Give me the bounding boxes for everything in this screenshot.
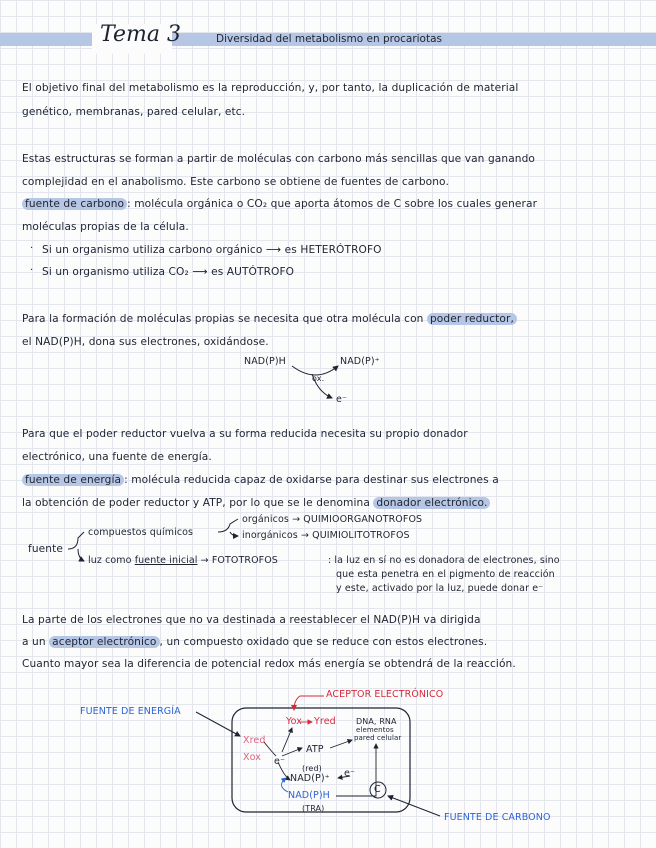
tree-note-line1: : la luz en sí no es donadora de electrones, sino: [328, 555, 560, 566]
bullet2-text: Si un organismo utiliza CO₂: [42, 266, 189, 278]
p1-line2: genético, membranas, pared celular, etc.: [22, 106, 246, 118]
diagram-x-ox: Xox: [243, 752, 261, 763]
eq-nadph: NAD(P)H: [244, 356, 286, 367]
branch-luz-result: FOTOTROFOS: [211, 555, 278, 566]
diagram-atp: ATP: [306, 744, 324, 755]
eq-ox-label: ox.: [312, 374, 325, 383]
carbon-circle-icon: [370, 782, 386, 798]
tree-note-line3: y este, activado por la luz, puede donar e⁻: [336, 583, 544, 594]
electron-arrow: [312, 374, 332, 398]
term-fuente-de-energia: fuente de energía: [22, 474, 124, 486]
p5-line1: La parte de los electrones que no va destinada a reestablecer el NAD(P)H va dirigida: [22, 614, 481, 626]
page-title: Tema 3: [100, 22, 181, 47]
ox-arrow: [292, 366, 338, 375]
branch-luz-underlined: fuente inicial: [134, 555, 198, 566]
arrow-right-icon: ⟶: [265, 244, 282, 256]
e-to-yox: [282, 728, 292, 752]
arrow-right-icon: ⟶: [192, 266, 208, 278]
diagram-x-red: Xred: [243, 735, 266, 746]
diagram-label-energy: FUENTE DE ENERGÍA: [80, 706, 181, 717]
bullet-dot: ·: [30, 243, 34, 254]
term-fuente-de-carbono: fuente de carbono: [22, 198, 127, 210]
tree-note-line2: que esta penetra en el pigmento de reacción: [336, 569, 555, 580]
leaf-organicos-result: QUIMIOORGANOTROFOS: [303, 514, 423, 525]
term-aceptor-electronico: aceptor electrónico: [49, 636, 159, 648]
p4-def2-text: la obtención de poder reductor y ATP, por lo que se le denomina: [22, 497, 370, 509]
term-poder-reductor: poder reductor,: [427, 313, 517, 325]
term-donador-electronico: donador electrónico.: [373, 497, 490, 509]
p4-line2: electrónico, una fuente de energía.: [22, 451, 212, 463]
diagram-products-2: elementos: [356, 726, 394, 734]
p2-def1: : molécula orgánica o CO₂ que aporta átomos de C sobre los cuales generar: [127, 198, 538, 210]
leaf-organicos-label: orgánicos: [242, 514, 289, 525]
bullet1-text: Si un organismo utiliza carbono orgánico: [42, 244, 263, 256]
diagram-carbon-symbol: C: [374, 784, 381, 795]
leaf-inorganicos-label: inorgánicos: [242, 530, 298, 541]
e-to-nadp: [278, 762, 290, 780]
diagram-label-acceptor: ACEPTOR ELECTRÓNICO: [326, 689, 444, 700]
p5-line2-start: a un: [22, 636, 46, 648]
diagram-products-1: DNA, RNA: [356, 717, 397, 726]
p2-line2: complejidad en el anabolismo. Este carbono se obtiene de fuentes de carbono.: [22, 176, 449, 188]
page-subtitle: Diversidad del metabolismo en procariotas: [216, 33, 443, 45]
tree-root: fuente: [28, 543, 63, 555]
diagram-y-red: Yred: [314, 716, 336, 727]
e2-to-nadp: [338, 776, 350, 778]
tree-branch-quimicos: compuestos químicos: [88, 527, 194, 538]
p3-line1-text: Para la formación de moléculas propias se necesita que otra molécula con: [22, 313, 424, 325]
arrow-right-icon: →: [200, 555, 209, 566]
p2-definition-line2: moléculas propias de la célula.: [22, 221, 189, 233]
eq-electron: e⁻: [336, 394, 348, 405]
diagram-e-minus: e⁻: [274, 756, 286, 767]
diagram-products-3: pared celular: [354, 734, 402, 742]
bullet2-result: es AUTÓTROFO: [211, 266, 295, 278]
p5-line3: Cuanto mayor sea la diferencia de potencial redox más energía se obtendrá de la reacción.: [22, 658, 516, 670]
arrow-right-icon: →: [292, 514, 301, 525]
carbon-arrow: [388, 796, 440, 816]
diagram-red-small: (red): [302, 764, 322, 773]
diagram-label-carbon: FUENTE DE CARBONO: [444, 812, 551, 823]
p4-line1: Para que el poder reductor vuelva a su forma reducida necesita su propio donador: [22, 428, 468, 440]
diagram-nadp: NAD(P)⁺: [290, 773, 330, 784]
tree-root-bracket: [68, 532, 84, 561]
p4-def1: : molécula reducida capaz de oxidarse para destinar sus electrones a: [124, 474, 499, 486]
xred-to-e: [264, 742, 276, 756]
nadp-loop: [281, 778, 288, 792]
eq-nadp: NAD(P)⁺: [340, 356, 380, 367]
e-to-atp: [282, 748, 302, 756]
bullet-dot: ·: [30, 265, 34, 276]
diagram-tra: (TRA): [302, 804, 325, 813]
diagram-e-minus-2: e⁻: [344, 768, 356, 779]
branch-luz-label: luz como: [88, 555, 132, 566]
p5-line2-end: , un compuesto oxidado que se reduce con estos electrones.: [159, 636, 488, 648]
p1-line1: El objetivo final del metabolismo es la reproducción, y, por tanto, la duplicación de material: [22, 82, 519, 94]
diagram-y-ox: Yox: [286, 716, 302, 727]
bullet1-result: es HETERÓTROFO: [284, 244, 382, 256]
atp-to-products: [330, 740, 352, 748]
arrow-right-icon: →: [300, 530, 309, 541]
tree-sub-bracket: [218, 519, 238, 536]
diagram-nadph: NAD(P)H: [288, 790, 330, 801]
leaf-inorganicos-result: QUIMIOLITOTROFOS: [312, 530, 410, 541]
p3-line2: el NAD(P)H, dona sus electrones, oxidándose.: [22, 336, 269, 348]
p2-line1: Estas estructuras se forman a partir de moléculas con carbono más sencillas que van ganando: [22, 153, 536, 165]
